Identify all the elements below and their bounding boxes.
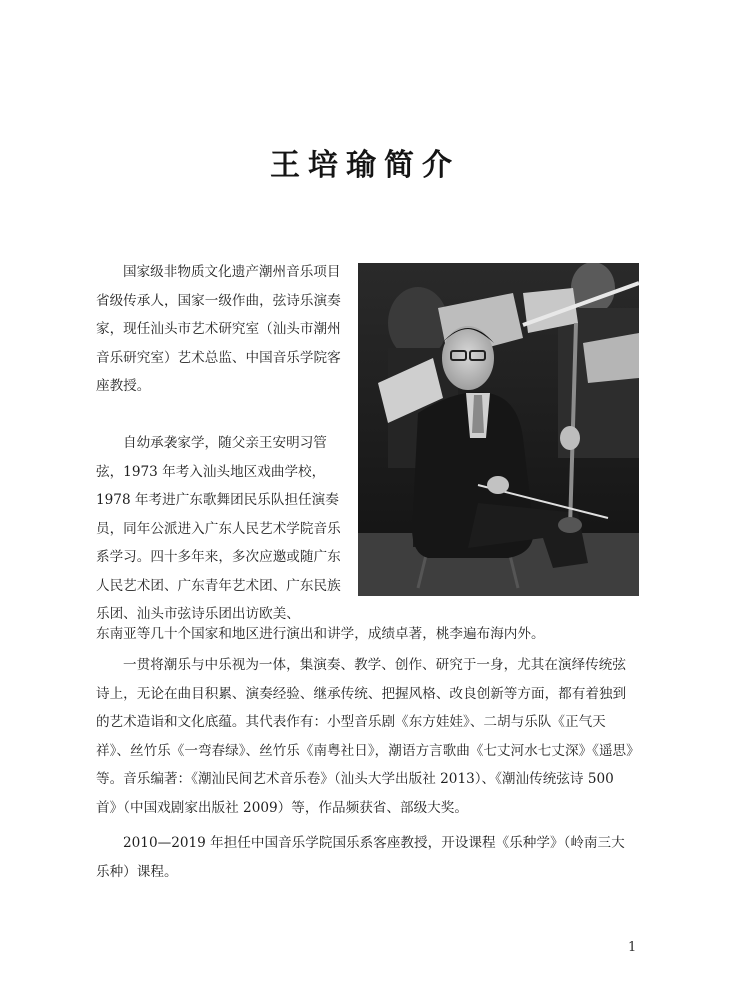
bio-paragraph-2-continued: 东南亚等几十个国家和地区进行演出和讲学，成绩卓著，桃李遍布海内外。 <box>96 626 545 642</box>
page-title: 王培瑜简介 <box>270 148 460 183</box>
bio-paragraph-2: 自幼承袭家学，随父亲王安明习管弦，1973 年考入汕头地区戏曲学校，1978 年考进广东歌舞团民乐队担任演奏员，同年公派进入广东人民艺术学院音乐系学习。四十多年来，多次应邀或随广东人民艺术团、广东青年艺术团、广东民族乐团、汕头市弦诗乐团出访欧美、 <box>96 435 341 622</box>
page-number: 1 <box>628 940 637 955</box>
bio-paragraph-1: 国家级非物质文化遗产潮州音乐项目省级传承人，国家一级作曲，弦诗乐演奏家，现任汕头市艺术研究室（汕头市潮州音乐研究室）艺术总监、中国音乐学院客座教授。 <box>96 264 341 394</box>
portrait-photo <box>358 263 639 596</box>
bio-paragraph-3: 一贯将潮乐与中乐视为一体，集演奏、教学、创作、研究于一身，尤其在演绎传统弦诗上，无论在曲目积累、演奏经验、继承传统、把握风格、改良创新等方面，都有着独到的艺术造诣和文化底蕴。其代表作有：小型音乐剧《东方娃娃》、二胡与乐队《正气天祥》、丝竹乐《一弯春绿》、丝竹乐《南粤社日》，潮语方言歌曲《七丈河水七丈深》《遥思》等。音乐编著：《潮汕民间艺术音乐卷》（汕头大学出版社 2013）、《潮汕传统弦诗 500 首》（中国戏剧家出版社 2009）等，作品频获省、部级大奖。 <box>96 657 633 816</box>
bio-paragraph-4: 2010—2019 年担任中国音乐学院国乐系客座教授，开设课程《乐种学》（岭南三大乐种）课程。 <box>96 835 625 880</box>
